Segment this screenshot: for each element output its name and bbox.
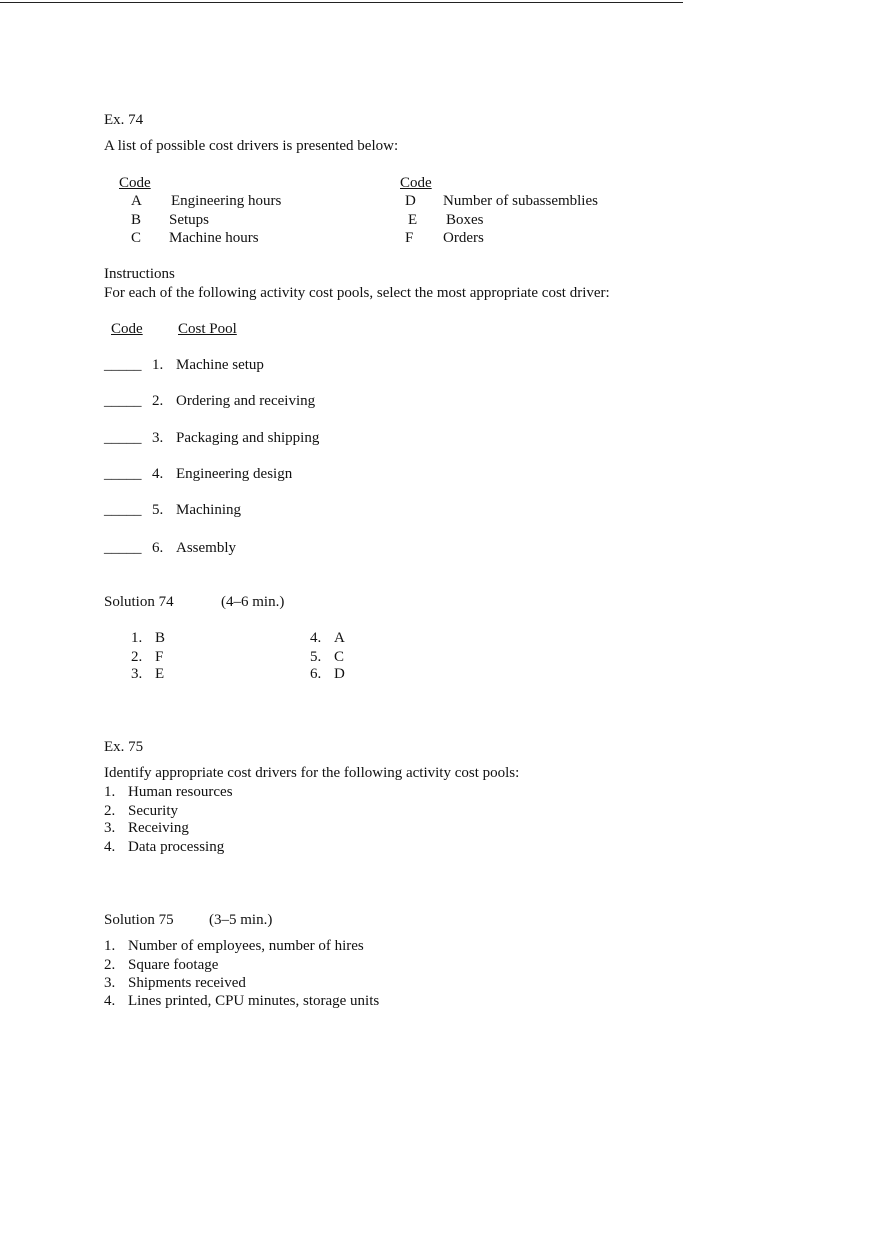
- driver-label: Orders: [443, 230, 484, 246]
- solution-number: 5.: [310, 649, 322, 665]
- instructions-title: Instructions: [104, 266, 175, 282]
- instructions-text: For each of the following activity cost pools, select the most appropriate cost driver:: [104, 285, 610, 301]
- solution74-time: (4–6 min.): [221, 594, 285, 610]
- list-item: Human resources: [128, 784, 233, 800]
- driver-code: D: [405, 193, 416, 209]
- pool-number: 3.: [152, 430, 164, 446]
- list-number: 4.: [104, 839, 116, 855]
- solution-number: 6.: [310, 666, 322, 682]
- answer-blank: _____: [104, 357, 142, 373]
- pool-label: Assembly: [176, 540, 236, 556]
- list-number: 4.: [104, 993, 116, 1009]
- list-number: 1.: [104, 938, 116, 954]
- pool-label: Engineering design: [176, 466, 293, 482]
- driver-label: Boxes: [446, 212, 484, 228]
- solution-answer: C: [334, 649, 345, 665]
- solution75-heading: Solution 75: [104, 912, 174, 928]
- list-item: Shipments received: [128, 975, 246, 991]
- pool-number: 5.: [152, 502, 164, 518]
- driver-label: Setups: [169, 212, 210, 228]
- list-item: Lines printed, CPU minutes, storage units: [128, 993, 380, 1009]
- pool-number: 2.: [152, 393, 164, 409]
- list-number: 3.: [104, 975, 116, 991]
- answer-blank: _____: [104, 466, 142, 482]
- list-number: 2.: [104, 957, 116, 973]
- list-number: 3.: [104, 820, 116, 836]
- driver-code: B: [131, 212, 142, 228]
- ex74-intro: A list of possible cost drivers is presented below:: [104, 138, 399, 154]
- answer-blank: _____: [104, 540, 142, 556]
- answer-blank: _____: [104, 430, 142, 446]
- ex75-heading: Ex. 75: [104, 739, 144, 755]
- solution-answer: D: [334, 666, 345, 682]
- solution-answer: B: [155, 630, 166, 646]
- pool-number: 1.: [152, 357, 164, 373]
- solution-answer: F: [155, 649, 164, 665]
- list-item: Data processing: [128, 839, 225, 855]
- driver-code: E: [408, 212, 418, 228]
- pool-header: Cost Pool: [178, 321, 237, 337]
- top-rule: [0, 2, 683, 3]
- pool-label: Ordering and receiving: [176, 393, 316, 409]
- solution-number: 3.: [131, 666, 143, 682]
- answer-blank: _____: [104, 502, 142, 518]
- ex74-heading: Ex. 74: [104, 112, 144, 128]
- driver-code: C: [131, 230, 142, 246]
- solution-answer: E: [155, 666, 165, 682]
- list-item: Security: [128, 803, 178, 819]
- pool-number: 4.: [152, 466, 164, 482]
- pool-number: 6.: [152, 540, 164, 556]
- solution-number: 1.: [131, 630, 143, 646]
- solution-number: 2.: [131, 649, 143, 665]
- solution75-time: (3–5 min.): [209, 912, 273, 928]
- answer-blank: _____: [104, 393, 142, 409]
- driver-label: Machine hours: [169, 230, 259, 246]
- pool-label: Machine setup: [176, 357, 264, 373]
- driver-code: F: [405, 230, 414, 246]
- driver-label: Number of subassemblies: [443, 193, 598, 209]
- ex75-intro: Identify appropriate cost drivers for the following activity cost pools:: [104, 765, 520, 781]
- pool-label: Machining: [176, 502, 241, 518]
- list-number: 2.: [104, 803, 116, 819]
- list-number: 1.: [104, 784, 116, 800]
- solution-answer: A: [334, 630, 345, 646]
- solution74-heading: Solution 74: [104, 594, 174, 610]
- driver-label: Engineering hours: [171, 193, 282, 209]
- driver-code-header-right: Code: [400, 175, 432, 191]
- driver-code: A: [131, 193, 142, 209]
- solution-number: 4.: [310, 630, 322, 646]
- pool-label: Packaging and shipping: [176, 430, 320, 446]
- pool-code-header: Code: [111, 321, 143, 337]
- list-item: Number of employees, number of hires: [128, 938, 364, 954]
- list-item: Receiving: [128, 820, 189, 836]
- driver-code-header-left: Code: [119, 175, 151, 191]
- list-item: Square footage: [128, 957, 219, 973]
